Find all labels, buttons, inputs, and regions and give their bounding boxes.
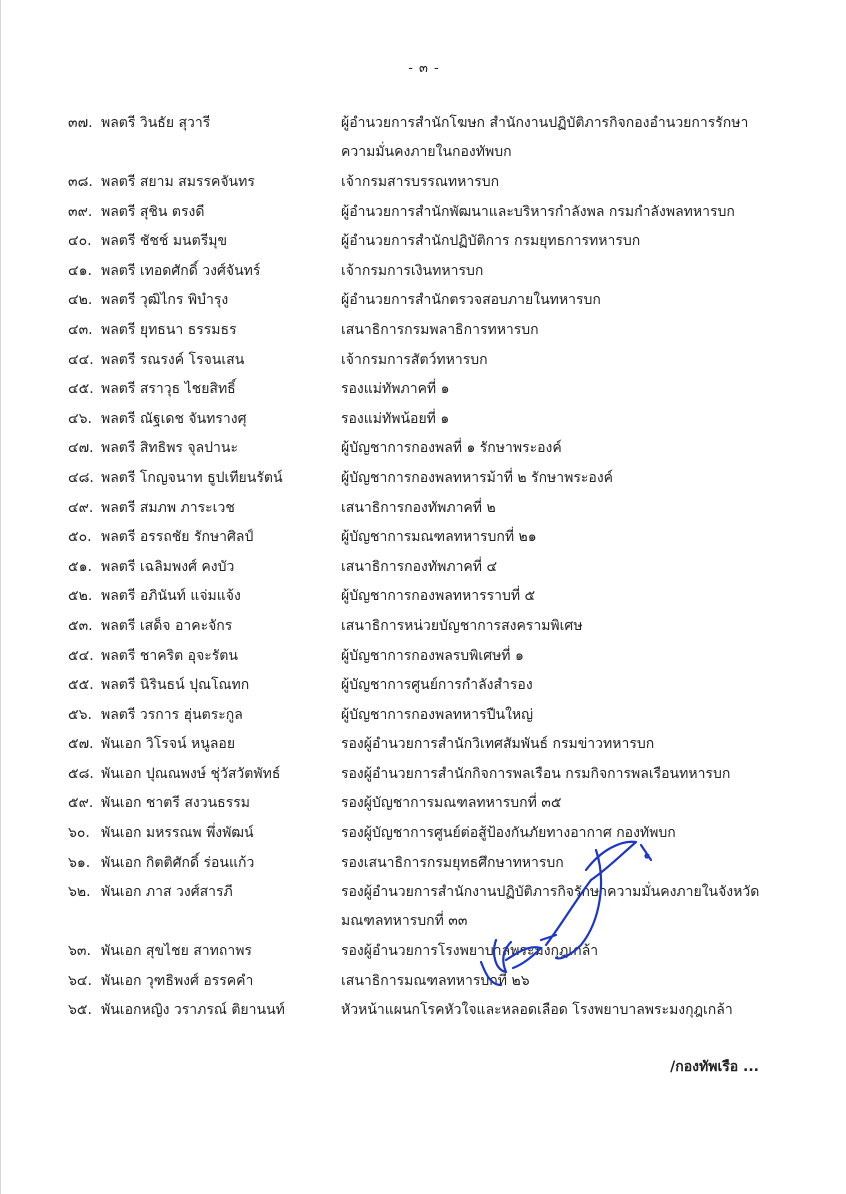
item-number: ๕๓. xyxy=(68,617,93,634)
officer-name: พลตรี เทอดศักดิ์ วงศ์จันทร์ xyxy=(101,262,261,279)
item-number: ๖๓. xyxy=(68,943,91,960)
item-number: ๕๘. xyxy=(68,765,94,782)
item-number: ๕๒. xyxy=(68,588,93,605)
item-number: ๕๖. xyxy=(68,706,92,723)
item-number: ๓๘. xyxy=(68,174,93,190)
item-number: ๖๐. xyxy=(68,825,90,842)
officer-name: พลตรี วรการ ฮุ่นตระกูล xyxy=(101,706,243,723)
officer-name: พลตรี อรรถชัย รักษาศิลป์ xyxy=(101,529,254,546)
officer-name: พลตรี รณรงค์ โรจนเสน xyxy=(101,351,245,368)
position-title: รองแม่ทัพน้อยที่ ๑ xyxy=(341,410,450,427)
officer-name: พลตรี ยุทธนา ธรรมธร xyxy=(101,321,237,338)
page-number: - ๓ - xyxy=(408,61,440,76)
officer-name: พลตรี เฉลิมพงศ์ คงบัว xyxy=(101,558,235,575)
officer-name: พลตรี อภินันท์ แจ่มแจ้ง xyxy=(101,588,241,605)
item-number: ๔๒. xyxy=(68,292,93,309)
item-number: ๕๙. xyxy=(68,795,94,812)
officer-name: พลตรี ณัฐเดช จันทรางศุ xyxy=(101,410,247,427)
item-number: ๖๒. xyxy=(68,884,91,901)
position-title: ผู้บัญชาการกองพลทหารม้าที่ ๒ รักษาพระองค์ xyxy=(341,469,614,486)
officer-name: พลตรี สมภพ ภาระเวช xyxy=(101,499,235,516)
officer-name: พันเอก สุขไชย สาทถาพร xyxy=(101,943,252,960)
position-title: รองเสนาธิการกรมยุทธศึกษาทหารบก xyxy=(341,854,564,871)
list-item xyxy=(1,114,846,173)
position-title: รองผู้บัญชาการมณฑลทหารบกที่ ๓๕ xyxy=(341,795,562,812)
item-number: ๔๕. xyxy=(68,381,94,398)
officer-name: พลตรี ชาคริต อุจะรัตน xyxy=(101,647,238,664)
position-title: ผู้บัญชาการกองพลรบพิเศษที่ ๑ xyxy=(341,647,524,664)
item-number: ๖๑. xyxy=(68,854,91,871)
position-title: รองผู้อำนวยการสำนักกิจการพลเรือน กรมกิจการพลเรือนทหารบก xyxy=(341,765,731,782)
position-title: เจ้ากรมสารบรรณทหารบก xyxy=(341,174,500,190)
item-number: ๔๐. xyxy=(68,233,92,250)
position-title: เสนาธิการหน่วยบัญชาการสงครามพิเศษ xyxy=(341,617,583,634)
item-number: ๔๔. xyxy=(68,351,94,368)
item-number: ๔๖. xyxy=(68,410,92,427)
officer-name: พันเอก วุฑธิพงศ์ อรรคคำ xyxy=(101,972,254,989)
officer-name: พลตรี สุชิน ตรงดี xyxy=(101,203,205,220)
item-number: ๔๓. xyxy=(68,321,93,338)
position-title: เจ้ากรมการเงินทหารบก xyxy=(341,262,484,279)
position-title: รองแม่ทัพภาคที่ ๑ xyxy=(341,381,450,398)
item-number: ๖๔. xyxy=(68,972,92,989)
position-title: ผู้อำนวยการสำนักพัฒนาและบริหารกำลังพล กรมกำลังพลทหารบก xyxy=(341,203,735,220)
item-number: ๕๐. xyxy=(68,529,92,546)
position-title: ผู้อำนวยการสำนักตรวจสอบภายในทหารบก xyxy=(341,292,601,309)
officer-name: พันเอก ภาส วงศ์สารภี xyxy=(101,884,233,901)
officer-name: พลตรี สิทธิพร จุลปานะ xyxy=(101,440,239,457)
position-title: รองผู้บัญชาการศูนย์ต่อสู้ป้องกันภัยทางอากาศ กองทัพบก xyxy=(341,825,676,842)
position-title: รองผู้อำนวยการสำนักงานปฏิบัติภารกิจรักษาความมั่นคงภายในจังหวัดมณฑลทหารบกที่ ๓๓ xyxy=(341,884,760,930)
position-title: รองผู้อำนวยการสำนักวิเทศสัมพันธ์ กรมข่าวทหารบก xyxy=(341,736,655,753)
position-title: ผู้บัญชาการกองพลที่ ๑ รักษาพระองค์ xyxy=(341,440,562,457)
position-title: ผู้บัญชาการมณฑลทหารบกที่ ๒๑ xyxy=(341,529,537,546)
position-title: ผู้อำนวยการสำนักโฆษก สำนักงานปฏิบัติภารกิจกองอำนวยการรักษาความมั่นคงภายในกองทัพบก xyxy=(341,115,749,160)
item-number: ๔๗. xyxy=(68,440,94,457)
officer-name: พลตรี วุฒิไกร พิบำรุง xyxy=(101,292,229,309)
item-number: ๔๑. xyxy=(68,262,92,279)
position-title: ผู้บัญชาการกองพลทหารราบที่ ๕ xyxy=(341,588,536,605)
officer-name: พลตรี นิรินธน์ ปุณโณทก xyxy=(101,677,250,694)
list-item xyxy=(1,1001,846,1031)
item-number: ๓๗. xyxy=(68,115,93,131)
position-title: เสนาธิการกองทัพภาคที่ ๔ xyxy=(341,558,498,575)
position-title: เสนาธิการกรมพลาธิการทหารบก xyxy=(341,321,539,338)
officer-name: พลตรี ชัชช์ มนตรีมุข xyxy=(101,233,228,250)
item-number: ๔๙. xyxy=(68,499,94,516)
list-item xyxy=(1,883,846,942)
position-title: เสนาธิการมณฑลทหารบกที่ ๒๖ xyxy=(341,972,530,989)
officer-name: พลตรี โกญจนาท ธูปเทียนรัตน์ xyxy=(101,469,283,486)
officer-name: พันเอกหญิง วราภรณ์ ติยานนท์ xyxy=(101,1002,285,1019)
item-number: ๕๑. xyxy=(68,558,92,575)
position-title: ผู้บัญชาการกองพลทหารปืนใหญ่ xyxy=(341,706,534,723)
appointment-list xyxy=(1,114,846,1031)
item-number: ๖๕. xyxy=(68,1002,92,1019)
officer-name: พลตรี สยาม สมรรคจันทร xyxy=(101,174,255,190)
position-title: หัวหน้าแผนกโรคหัวใจและหลอดเลือด โรงพยาบาลพระมงกุฎเกล้า xyxy=(341,1002,733,1019)
officer-name: พลตรี เสด็จ อาคะจักร xyxy=(101,617,233,634)
item-number: ๔๘. xyxy=(68,469,94,486)
item-number: ๕๕. xyxy=(68,677,94,694)
officer-name: พันเอก ชาตรี สงวนธรรม xyxy=(101,795,250,812)
item-number: ๓๙. xyxy=(68,203,93,220)
officer-name: พลตรี สราวุธ ไชยสิทธิ์ xyxy=(101,381,236,398)
position-title: ผู้อำนวยการสำนักปฏิบัติการ กรมยุทธการทหารบก xyxy=(341,233,641,250)
officer-name: พลตรี วินธัย สุวารี xyxy=(101,115,211,131)
officer-name: พันเอก ปุณณพงษ์ ชุ่วัสวัตพัทธ์ xyxy=(101,765,281,782)
officer-name: พันเอก วิโรจน์ หนูลอย xyxy=(101,736,236,753)
officer-name: พันเอก มหรรณพ พึ่งพัฒน์ xyxy=(101,825,254,842)
item-number: ๕๔. xyxy=(68,647,94,664)
continuation-note: /กองทัพเรือ ... xyxy=(670,1059,759,1075)
position-title: รองผู้อำนวยการโรงพยาบาลพระมงกุฎเกล้า xyxy=(341,943,599,960)
position-title: ผู้บัญชาการศูนย์การกำลังสำรอง xyxy=(341,677,533,694)
position-title: เสนาธิการกองทัพภาคที่ ๒ xyxy=(341,499,496,516)
item-number: ๕๗. xyxy=(68,736,94,753)
position-title: เจ้ากรมการสัตว์ทหารบก xyxy=(341,351,488,368)
officer-name: พันเอก กิตติศักดิ์ ร่อนแก้ว xyxy=(101,854,255,871)
